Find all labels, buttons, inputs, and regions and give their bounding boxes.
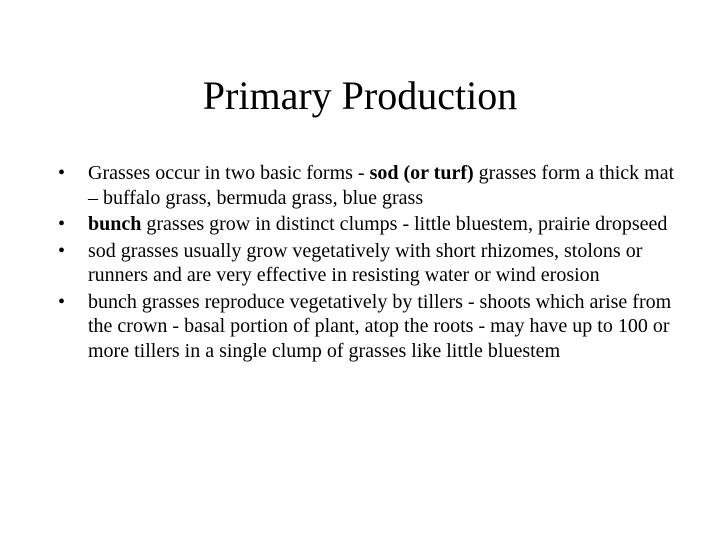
bullet-text-pre: sod grasses usually grow vegetatively with short rhizomes, stolons or runners and are very effective in resisting water or wind erosion bbox=[88, 239, 643, 286]
bullet-icon: • bbox=[58, 213, 66, 235]
bullet-icon: • bbox=[58, 290, 66, 313]
bullet-text-post: grasses grow in distinct clumps - little bluestem, prairie dropseed bbox=[141, 213, 668, 235]
bullet-text-post: grasses form a thick mat – buffalo grass, bermuda grass, blue grass bbox=[88, 162, 675, 209]
bullet-list bbox=[58, 161, 678, 365]
bullet-text-pre: Grasses occur in two basic forms - bbox=[88, 162, 370, 184]
bullet-item-sod-forms bbox=[58, 161, 678, 210]
bullet-item-bunch-grasses bbox=[58, 212, 678, 237]
bullet-text-pre: bunch grasses reproduce vegetatively by tillers - shoots which arise from the crown - basal portion of plant, atop the roots - may have up to 100 or more tillers in a single clump of grasses like little bluestem bbox=[88, 290, 672, 362]
bullet-icon: • bbox=[58, 239, 66, 262]
bullet-text-bold: bunch bbox=[88, 213, 142, 235]
bullet-icon: • bbox=[58, 162, 66, 184]
bullet-item-sod-vegetative bbox=[58, 239, 678, 288]
slide-title: Primary Production bbox=[202, 73, 518, 118]
bullet-text-bold: sod (or turf) bbox=[369, 162, 474, 184]
bullet-item-bunch-tillers bbox=[58, 290, 678, 364]
